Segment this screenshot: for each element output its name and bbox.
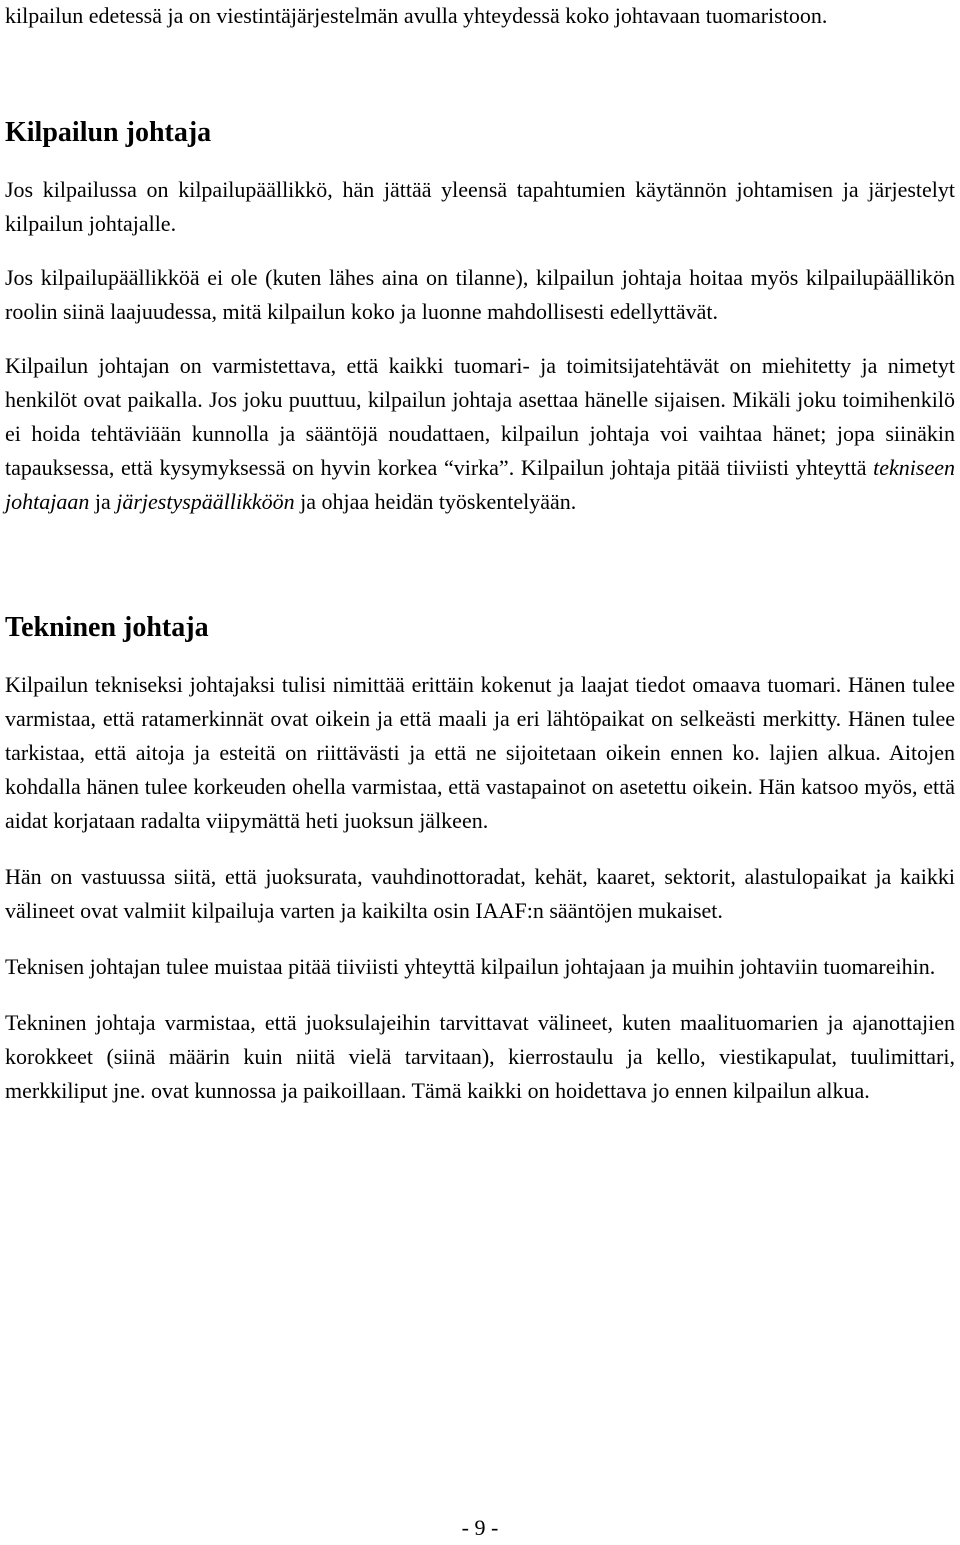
paragraph-kilpailupaallikko: Jos kilpailussa on kilpailupäällikkö, hän jättää yleensä tapahtumien käytännön johtamisen ja järjestelyt kilpailun johtajalle.	[5, 177, 955, 236]
paragraph-tekninen-johtaja-tehtavat: Kilpailun tekniseksi johtajaksi tulisi nimittää erittäin kokenut ja laajat tiedot omaava tuomari. Hänen tulee varmistaa, että ratamerkinnät ovat oikein ja että maali ja eri lähtöpaikat on selkeästi merkitty. Hänen tulee tarkistaa, että aitoja ja esteitä on riittävästi ja että ne sijoitetaan oikein ennen ko. lajien alkua. Aitojen kohdalla hänen tulee korkeuden ohella varmistaa, että vastapainot on asetettu oikein. Hän katsoo myös, että aidat korjataan radalta viipymättä heti juoksun jälkeen.	[5, 672, 955, 833]
paragraph-text: ja	[94, 489, 111, 514]
paragraph-text: Kilpailun johtajan on varmistettava, että kaikki tuomari- ja toimitsijatehtävät on miehitetty ja nimetyt henkilöt ovat paikalla. Jos joku puuttuu, kilpailun johtaja asettaa hänelle sijaisen. Mikäli joku toimihenkilö ei hoida tehtäviään kunnolla ja sääntöjä noudattaen, kilpailun johtaja voi vaihtaa hänet; jopa siinäkin tapauksessa, että kysymyksessä on hyvin korkea “virka”. Kilpailun johtaja pitää tiiviisti yhteyttä	[5, 353, 955, 480]
paragraph-juoksulajien-valineet: Tekninen johtaja varmistaa, että juoksulajeihin tarvittavat välineet, kuten maalituomarien ja ajanottajien korokkeet (siinä määrin kuin niitä vielä tarvitaan), kierrostaulu ja kello, viestikapulat, tuulimittari, merkkiliput jne. ovat kunnossa ja paikoillaan. Tämä kaikki on hoidettava jo ennen kilpailun alkua.	[5, 1010, 955, 1103]
paragraph-tehtavat-miehitetty	[5, 349, 955, 519]
paragraph-text: ja ohjaa heidän työskentelyään.	[300, 489, 577, 514]
section-heading-tekninen-johtaja: Tekninen johtaja	[5, 612, 209, 643]
document-page	[5, 0, 955, 1108]
italic-term-jarjestyspaallikko: järjestyspäällikköön	[116, 489, 295, 514]
paragraph-yhteys-kilpailun-johtajaan: Teknisen johtajan tulee muistaa pitää tiiviisti yhteyttä kilpailun johtajaan ja muihin johtaviin tuomareihin.	[5, 954, 936, 979]
italic-term-tekninen-johtaja: tekniseen johtajaan	[5, 455, 955, 514]
page-number: - 9 -	[461, 1515, 499, 1540]
paragraph-vastuu-valineet: Hän on vastuussa siitä, että juoksurata, vauhdinottoradat, kehät, kaaret, sektorit, alastulopaikat ja kaikki välineet ovat valmiit kilpailuja varten ja kaikilta osin IAAF:n sääntöjen mukaiset.	[5, 864, 955, 923]
intro-paragraph: kilpailun edetessä ja on viestintäjärjestelmän avulla yhteydessä koko johtavaan tuomaristoon.	[5, 3, 828, 28]
section-heading-kilpailun-johtaja: Kilpailun johtaja	[5, 117, 212, 148]
paragraph-ei-kilpailupaallikkoa: Jos kilpailupäällikköä ei ole (kuten lähes aina on tilanne), kilpailun johtaja hoitaa myös kilpailupäällikön roolin siinä laajuudessa, mitä kilpailun koko ja luonne mahdollisesti edellyttävät.	[5, 265, 955, 324]
